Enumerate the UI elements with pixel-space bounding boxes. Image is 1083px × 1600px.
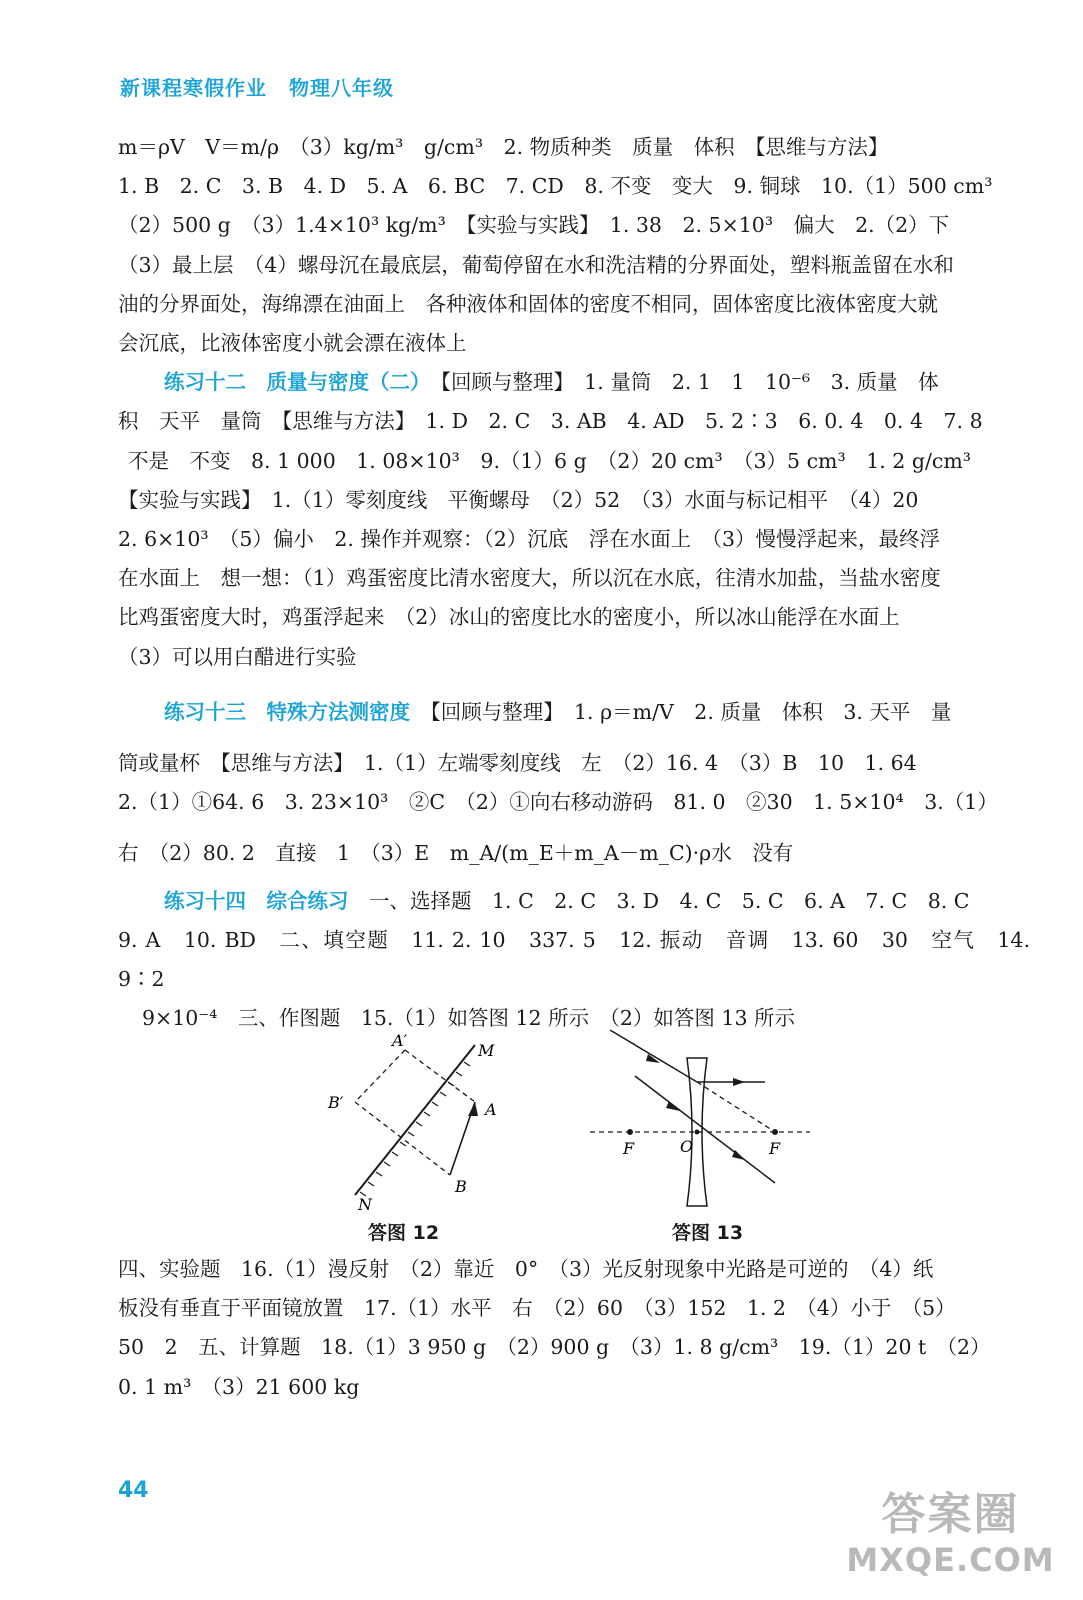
text-line: 筒或量杯 【思维与方法】 1.（1）左端零刻度线 左 （2）16. 4 （3）B 10 1. 64 (118, 751, 917, 776)
figure-label: A (485, 1100, 497, 1119)
book-title: 新课程寒假作业 (120, 76, 267, 100)
figure-label: A′ (392, 1031, 408, 1050)
text-line: 9×10⁻⁴ 三、作图题 15.（1）如答图 12 所示 （2）如答图 13 所示 (142, 1006, 796, 1031)
text-line: 【实验与实践】 1.（1）零刻度线 平衡螺母 （2）52 （3）水面与标记相平 （4）20 (118, 487, 919, 512)
subject-title: 物理八年级 (289, 76, 394, 100)
text-line: 在水面上 想一想：（1）鸡蛋密度比清水密度大，所以沉在水底，往清水加盐，当盐水密度 (118, 566, 941, 591)
figure-label: B (455, 1177, 467, 1196)
figure-label: O (680, 1137, 694, 1156)
text-line: 1. B 2. C 3. B 4. D 5. A 6. BC 7. CD 8. 不变 变大 9. 铜球 10.（1）500 cm³ (118, 174, 993, 199)
figure-13-diagram (585, 1028, 815, 1213)
watermark-logo (838, 1488, 1063, 1588)
answer-content-tail (118, 1250, 1030, 1407)
text-line: （2）500 g （3）1.4×10³ kg/m³ 【实验与实践】 1. 38 2. 5×10³ 偏大 2.（2）下 (118, 213, 950, 238)
text-line: 【回顾与整理】 1. ρ＝m/V 2. 质量 体积 3. 天平 量 (430, 699, 952, 724)
watermark-text: 答案圈 (881, 1489, 1020, 1540)
figure-label: M (478, 1041, 495, 1060)
figure-label: F (769, 1139, 781, 1158)
figure-label: F (623, 1139, 635, 1158)
figure-row (300, 1030, 820, 1255)
section-title: 练习十二 质量与密度（二） (164, 370, 421, 395)
text-line: 2. 6×10³ （5）偏小 2. 操作并观察：（2）沉底 浮在水面上 （3）慢慢浮起来，最终浮 (118, 527, 941, 552)
section-line (118, 363, 1030, 402)
answer-content (118, 128, 1030, 1038)
text-line: 一、选择题 1. C 2. C 3. D 4. C 5. C 6. A 7. C 8. C (369, 888, 970, 913)
text-line: （3）最上层 （4）螺母沉在最底层，葡萄停留在水和洗洁精的分界面处，塑料瓶盖留在水和 (118, 252, 954, 277)
text-line: 积 天平 量筒 【思维与方法】 1. D 2. C 3. AB 4. AD 5. 2∶3 6. 0. 4 0. 4 7. 8 (118, 409, 983, 434)
section-line (118, 693, 1030, 732)
text-line: 油的分界面处，海绵漂在油面上 各种液体和固体的密度不相同，固体密度比液体密度大就 (118, 291, 938, 316)
figure-label: N (358, 1195, 372, 1214)
page-header (120, 72, 394, 101)
text-line: 9. A 10. BD 二、填空题 11. 2. 10 337. 5 12. 振动 音调 13. 60 30 空气 14. 9∶2 (118, 927, 1030, 992)
figure-12-diagram (310, 1030, 510, 1215)
text-line: 2.（1）①64. 6 3. 23×10³ ②C （2）①向右移动游码 81. 0 ②30 1. 5×10⁴ 3.（1） (118, 790, 998, 815)
section-title: 练习十三 特殊方法测密度 (164, 699, 410, 724)
text-line: 四、实验题 16.（1）漫反射 （2）靠近 0° （3）光反射现象中光路是可逆的 （4）纸 (118, 1257, 934, 1281)
text-line: 比鸡蛋密度大时，鸡蛋浮起来 （2）冰山的密度比水的密度小，所以冰山能浮在水面上 (118, 605, 900, 630)
text-line: m＝ρV V＝m/ρ （3）kg/m³ g/cm³ 2. 物质种类 质量 体积 【思维与方法】 (118, 135, 889, 159)
watermark-url: MXQE.COM (846, 1541, 1055, 1579)
text-line: 50 2 五、计算题 18.（1）3 950 g （2）900 g （3）1. 8 g/cm³ 19.（1）20 t （2） (118, 1335, 991, 1360)
page-number: 44 (118, 1478, 149, 1503)
text-line: 板没有垂直于平面镜放置 17.（1）水平 右 （2）60 （3）152 1. 2 （4）小于 （5） (118, 1296, 956, 1321)
text-line: 【回顾与整理】 1. 量筒 2. 1 1 10⁻⁶ 3. 质量 体 (440, 370, 939, 395)
text-line: （3）可以用白醋进行实验 (118, 644, 357, 669)
section-title: 练习十四 综合练习 (164, 888, 349, 913)
text-line: 0. 1 m³ （3）21 600 kg (118, 1374, 360, 1399)
section-line (118, 882, 1030, 921)
text-line: 会沉底，比液体密度小就会漂在液体上 (118, 331, 467, 356)
text-line: 右 （2）80. 2 直接 1 （3）E m_A/(m_E＋m_A－m_C)·ρ水 没有 (118, 841, 794, 866)
figure-12-caption: 答图 12 (368, 1222, 440, 1244)
text-line: 不是 不变 8. 1 000 1. 08×10³ 9.（1）6 g （2）20 cm³ （3）5 cm³ 1. 2 g/cm³ (128, 448, 972, 473)
figure-13-caption: 答图 13 (672, 1222, 744, 1244)
figure-label: B′ (328, 1093, 344, 1112)
